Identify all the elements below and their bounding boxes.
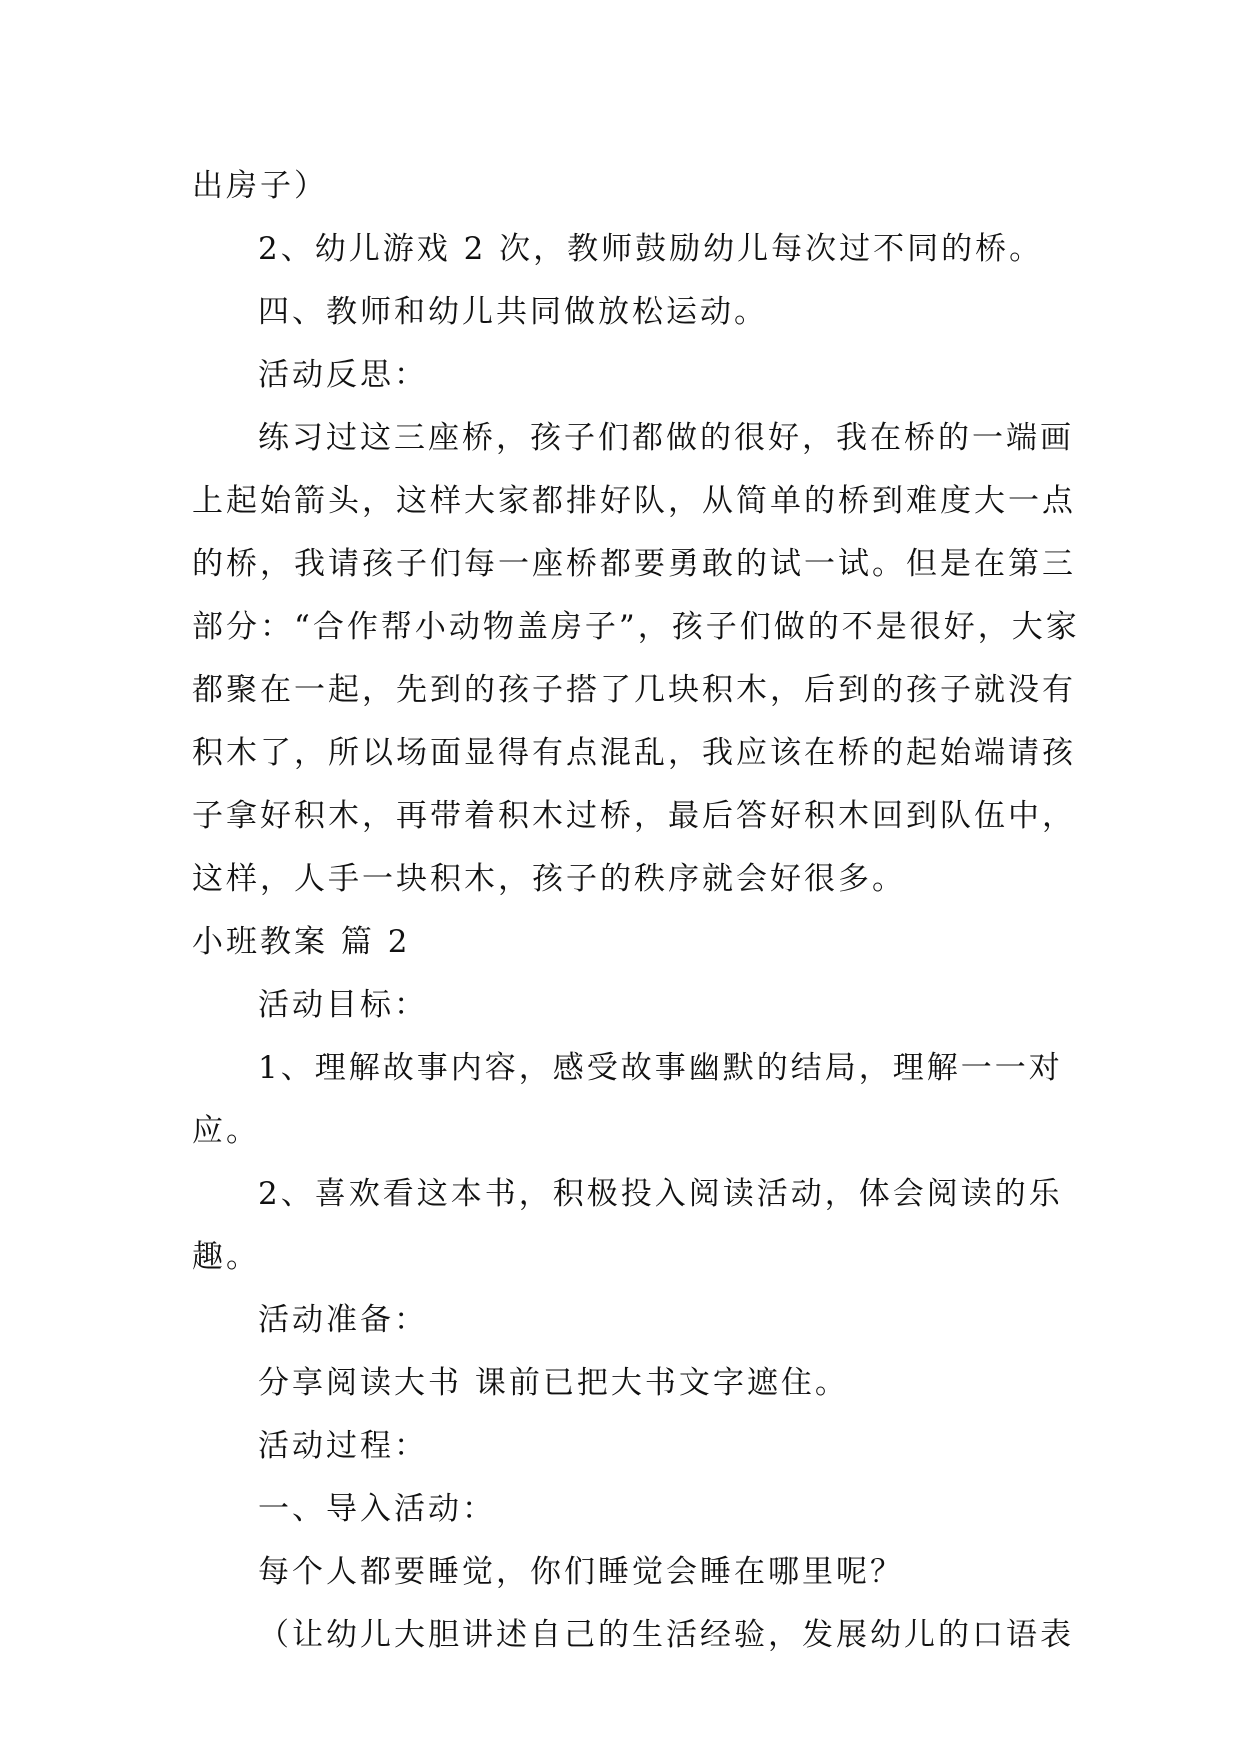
text-line: 都聚在一起，先到的孩子搭了几块积木，后到的孩子就没有 [192, 672, 1076, 708]
text-line: 上起始箭头，这样大家都排好队，从简单的桥到难度大一点 [192, 483, 1076, 519]
section-heading: 活动过程： [258, 1428, 428, 1464]
text-line: 1、理解故事内容，感受故事幽默的结局，理解一一对 [258, 1050, 1063, 1086]
text-line: 一、导入活动： [258, 1491, 496, 1527]
text-line: 积木了，所以场面显得有点混乱，我应该在桥的起始端请孩 [192, 735, 1076, 771]
text-line: 练习过这三座桥，孩子们都做的很好，我在桥的一端画 [258, 420, 1074, 456]
section-heading: 活动目标： [258, 987, 428, 1023]
text-line: 分享阅读大书 课前已把大书文字遮住。 [258, 1365, 849, 1401]
text-line: 2、幼儿游戏 2 次，教师鼓励幼儿每次过不同的桥。 [258, 231, 1044, 267]
text-line: 趣。 [192, 1239, 260, 1275]
text-line: 的桥，我请孩子们每一座桥都要勇敢的试一试。但是在第三 [192, 546, 1076, 582]
section-heading: 活动准备： [258, 1302, 428, 1338]
text-line: 部分：“合作帮小动物盖房子”，孩子们做的不是很好，大家 [192, 609, 1080, 645]
text-line: 子拿好积木，再带着积木过桥，最后答好积木回到队伍中， [192, 798, 1076, 834]
article-title: 小班教案 篇 2 [192, 924, 411, 960]
text-line: 每个人都要睡觉，你们睡觉会睡在哪里呢？ [258, 1554, 904, 1590]
text-line: 这样，人手一块积木，孩子的秩序就会好很多。 [192, 861, 906, 897]
text-line: （让幼儿大胆讲述自己的生活经验，发展幼儿的口语表 [258, 1617, 1074, 1653]
text-line: 2、喜欢看这本书，积极投入阅读活动，体会阅读的乐 [258, 1176, 1063, 1212]
section-heading: 活动反思： [258, 357, 428, 393]
text-line: 出房子） [192, 168, 328, 204]
text-line: 应。 [192, 1113, 260, 1149]
text-line: 四、教师和幼儿共同做放松运动。 [258, 294, 768, 330]
